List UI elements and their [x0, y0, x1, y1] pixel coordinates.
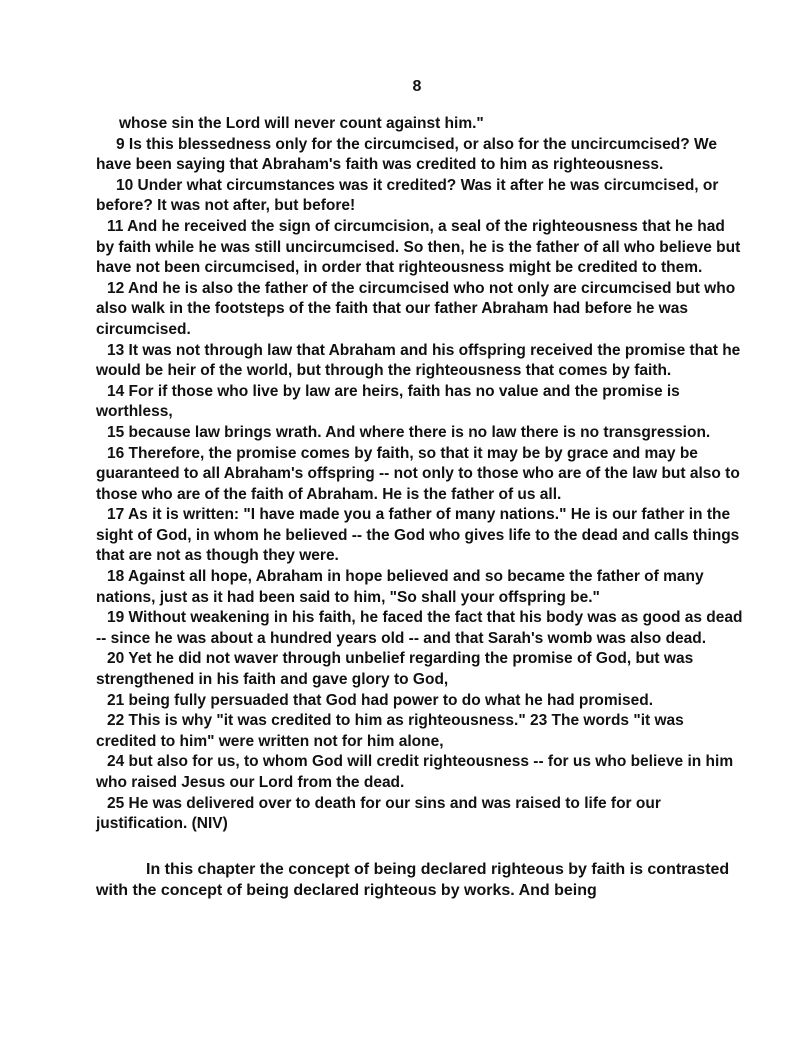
page-number: 8	[412, 78, 422, 95]
verse-22-23: 22 This is why "it was credited to him as righteousness." 23 The words "it was credited to him" were written not for him alone,	[96, 712, 684, 750]
commentary-paragraph: In this chapter the concept of being declared righteous by faith is contrasted with the concept of being declared righteous by works. And being	[96, 860, 730, 899]
verse-11: 11 And he received the sign of circumcision, a seal of the righteousness that he had by faith while he was still uncircumcised. So then, he is the father of all who believe but have not been circumcised, in order that righteousness might be credited to them.	[96, 217, 741, 277]
verse-25: 25 He was delivered over to death for our sins and was raised to life for our justification. (NIV)	[96, 794, 661, 833]
verse-21: 21 being fully persuaded that God had power to do what he had promised.	[107, 691, 653, 709]
verse-13: 13 It was not through law that Abraham and his offspring received the promise that he would be heir of the world, but through the righteousness that comes by faith.	[96, 341, 741, 380]
scripture-passage	[96, 114, 744, 901]
verse-19: 19 Without weakening in his faith, he faced the fact that his body was as good as dead -- since he was about a hundred years old -- and that Sarah's womb was also dead.	[96, 609, 743, 647]
verse-8-continuation: whose sin the Lord will never count against him."	[119, 115, 484, 132]
verse-10: 10 Under what circumstances was it credited? Was it after he was circumcised, or before? It was not after, but before!	[96, 176, 719, 215]
verse-14: 14 For if those who live by law are heirs, faith has no value and the promise is worthless,	[96, 382, 680, 421]
verse-16: 16 Therefore, the promise comes by faith, so that it may be by grace and may be guaranteed to all Abraham's offspring -- not only to those who are of the law but also to those who are of the faith of Abraham. He is the father of us all.	[96, 444, 740, 503]
verse-17: 17 As it is written: "I have made you a father of many nations." He is our father in the sight of God, in whom he believed -- the God who gives life to the dead and calls things that are not as though they were.	[96, 506, 740, 565]
verse-24: 24 but also for us, to whom God will credit righteousness -- for us who believe in him who raised Jesus our Lord from the dead.	[96, 753, 734, 791]
verse-15: 15 because law brings wrath. And where there is no law there is no transgression.	[107, 423, 711, 441]
verse-18: 18 Against all hope, Abraham in hope believed and so became the father of many nations, just as it had been said to him, "So shall your offspring be."	[96, 568, 704, 606]
verse-20: 20 Yet he did not waver through unbelief regarding the promise of God, but was strengthened in his faith and gave glory to God,	[96, 650, 694, 689]
verse-9: 9 Is this blessedness only for the circumcised, or also for the uncircumcised? We have been saying that Abraham's faith was credited to him as righteousness.	[96, 135, 717, 174]
verse-12: 12 And he is also the father of the circumcised who not only are circumcised but who also walk in the footsteps of the faith that our father Abraham had before he was circumcised.	[96, 279, 736, 338]
